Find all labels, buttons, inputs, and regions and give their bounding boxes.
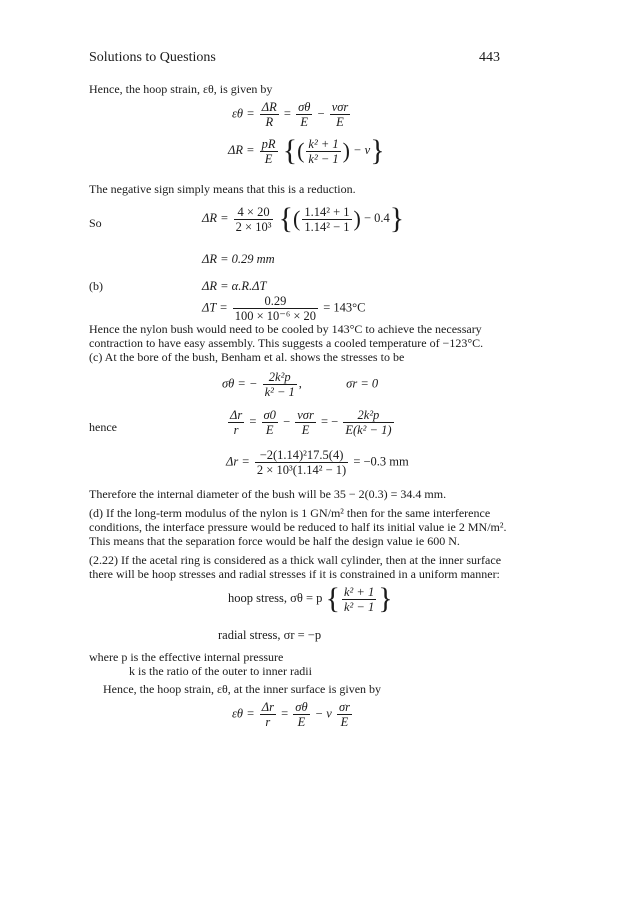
equation-hoop-strain-inner: εθ = $\frac{\Delta r}{r}$ = $\frac{\sigma\theta}{E}$ − ν $\frac{\sigma r}{E}$ (232, 700, 350, 729)
equation-delta-r-numeric: ΔR = $\frac{4 \times 20}{\text{2 × 10³}}$ {( $\frac{\text{1.14² + 1}}{\text{1.14² − 1}}$ ) − 0.4} (202, 202, 405, 235)
running-header: Solutions to Questions (89, 50, 216, 65)
paragraph-2-22-2: there will be hoop stresses and radial stresses if it is constrained in a uniform manner: (89, 567, 500, 581)
equation-radial-stress: radial stress, σr = −p (218, 628, 322, 642)
paragraph-internal-diameter: Therefore the internal diameter of the bush will be 35 − 2(0.3) = 34.4 mm. (89, 487, 447, 501)
fraction: $\frac{pR}{E}$ (261, 136, 276, 166)
eq-lhs: εθ = (232, 706, 255, 721)
eq-lhs: hoop stress, σθ = p (228, 590, 323, 605)
label-b: (b) (89, 279, 103, 293)
fraction: $\frac{\sigma 0}{E}$ (263, 408, 276, 437)
equation-bore-stresses: σθ = − $\frac{\text{2k²p}}{\text{k² − 1}}$ , σr = 0 (222, 370, 379, 399)
eq-lhs: εθ = (232, 106, 255, 121)
fraction: $\frac{\sigma\theta}{E}$ (298, 100, 311, 129)
eq-rhs: = −0.3 mm (353, 454, 409, 469)
fraction: $\frac{\text{k² + 1}}{\text{k² − 1}}$ (343, 584, 375, 614)
eq-term: − 0.4 (363, 210, 390, 225)
eq-lhs: ΔT = (202, 300, 228, 315)
fraction: $\frac{\Delta r}{r}$ (230, 408, 243, 437)
paragraph-hoop-strain: Hence, the hoop strain, εθ, is given by (89, 82, 273, 96)
eq-term: − ν (353, 142, 371, 157)
paragraph-part-d-1: (d) If the long-term modulus of the nylon is 1 GN/m² then for the same interference (89, 506, 491, 520)
paragraph-part-c: (c) At the bore of the bush, Benham et al. shows the stresses to be (89, 350, 405, 364)
fraction: $\frac{\text{2k²p}}{\text{k² − 1}}$ (264, 370, 295, 399)
paragraph-negative-sign: The negative sign simply means that this is a reduction. (89, 182, 356, 196)
paragraph-hoop-strain-inner: Hence, the hoop strain, εθ, at the inner surface is given by (103, 682, 382, 696)
eq-term: − ν (314, 706, 332, 721)
fraction: $\frac{\text{k² + 1}}{\text{k² − 1}}$ (308, 136, 339, 166)
equation-radial-numeric (226, 448, 409, 477)
page-number: 443 (479, 50, 500, 65)
paragraph-2-22-1: (2.22) If the acetal ring is considered as a thick wall cylinder, then at the inner surface (89, 553, 502, 567)
fraction: $\frac{\text{−2(1.14)²17.5(4)}}{\text{2 × 10³(1.14² − 1)}}$ (256, 448, 347, 477)
label-hence: hence (89, 420, 117, 434)
fraction: $\frac{\Delta r}{r}$ (261, 700, 274, 729)
eq-rhs: = 143°C (323, 300, 366, 315)
eq-lhs: ΔR = (202, 210, 229, 225)
fraction: $\frac{\sigma r}{E}$ (338, 700, 350, 729)
equation-hoop-strain: εθ = $\frac{\Delta R}{R}$ = $\frac{\sigma\theta}{E}$ − $\frac{\text{νσr}}{E}$ (232, 100, 349, 129)
equation-delta-t (202, 294, 365, 323)
fraction: $\frac{\text{νσr}}{E}$ (297, 408, 314, 437)
equation-thermal: ΔR = α.R.ΔT (202, 279, 267, 293)
label-so: So (89, 216, 102, 230)
eq-lhs: σθ = − (222, 376, 258, 391)
paragraph-part-d-2: conditions, the interface pressure would be reduced to half its initial value ie 2 MN/m². (89, 520, 507, 534)
paragraph-cooling-1: Hence the nylon bush would need to be cooled by 143°C to achieve the necessary (89, 322, 482, 336)
eq-lhs: Δr = (226, 454, 250, 469)
paragraph-cooling-2: contraction to have easy assembly. This suggests a cooled temperature of −123°C. (89, 336, 484, 350)
equation-radial-strain: $\frac{\Delta r}{r}$ = $\frac{\sigma 0}{E}$ − $\frac{\text{νσr}}{E}$ = − $\frac{\text{2k²p}}{\text{E(k² − 1)}}$ (230, 408, 392, 437)
fraction: $\frac{\text{νσr}}{E}$ (331, 100, 349, 129)
fraction: $\frac{4 \times 20}{\text{2 × 10³}}$ (235, 204, 272, 234)
fraction: $\frac{\text{2k²p}}{\text{E(k² − 1)}}$ (345, 408, 392, 437)
fraction: $\frac{\text{1.14² + 1}}{\text{1.14² − 1}}$ (304, 204, 350, 234)
fraction: $\frac{0.29}{\text{100 × 10⁻⁶ × 20}}$ (234, 294, 317, 323)
paragraph-where-k: k is the ratio of the outer to inner radii (129, 664, 312, 678)
equation-delta-r-result: ΔR = 0.29 mm (202, 252, 275, 266)
eq-rhs: σr = 0 (346, 376, 379, 391)
equation-hoop-stress: hoop stress, σθ = p { $\frac{\text{k² + 1}}{\text{k² − 1}}$ } (228, 582, 393, 615)
eq-lhs: ΔR = (228, 142, 255, 157)
paragraph-where-p: where p is the effective internal pressure (89, 650, 284, 664)
paragraph-part-d-3: This means that the separation force would be half the design value ie 600 N. (89, 534, 460, 548)
fraction: $\frac{\sigma\theta}{E}$ (295, 700, 308, 729)
fraction: $\frac{\Delta R}{R}$ (261, 100, 277, 129)
equation-delta-r: ΔR = $\frac{pR}{E}$ {( $\frac{\text{k² + 1}}{\text{k² − 1}}$ ) − ν} (228, 134, 385, 167)
